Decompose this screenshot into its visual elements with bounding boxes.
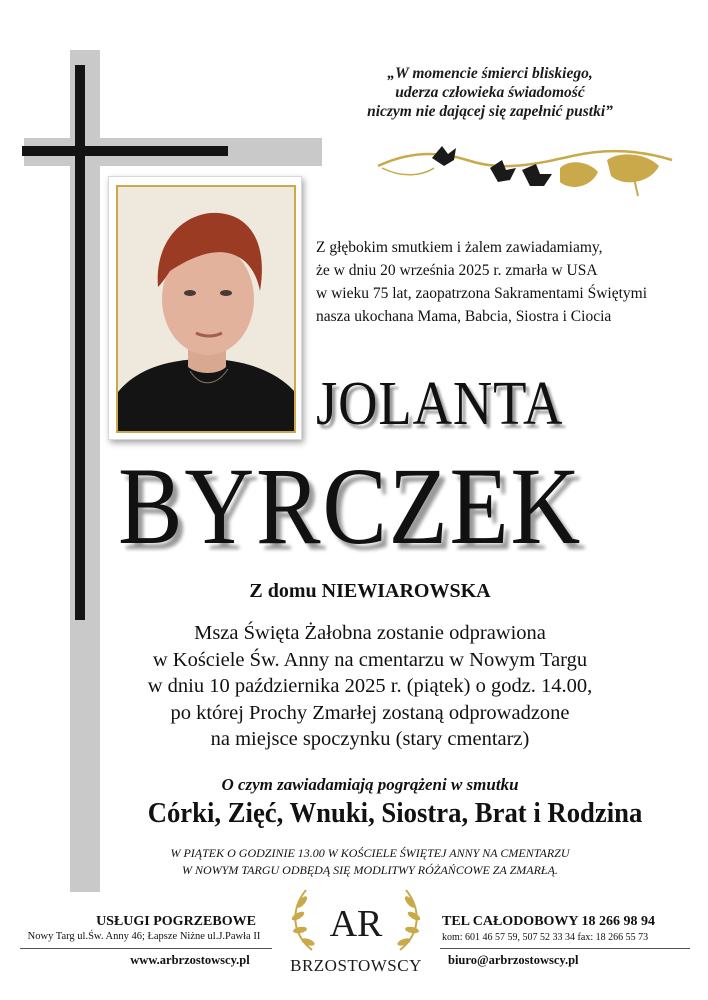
mass-line: na miejsce spoczynku (stary cmentarz) bbox=[210, 728, 530, 750]
quote-line: uderza człowieka świadomość bbox=[395, 84, 585, 101]
announcement-text bbox=[316, 236, 696, 328]
leaf-ornament-icon bbox=[372, 138, 682, 208]
announcement-line: że w dniu 20 września 2025 r. zmarła w USA bbox=[316, 262, 598, 279]
rosary-line: W PIĄTEK O GODZINIE 13.00 W KOŚCIELE ŚWIĘTEJ ANNY NA CMENTARZU bbox=[170, 846, 570, 860]
mass-line: Msza Święta Żałobna zostanie odprawiona bbox=[194, 622, 546, 644]
quote-line: „W momencie śmierci bliskiego, bbox=[387, 65, 593, 82]
epigraph-quote bbox=[300, 64, 680, 121]
phone-24h: TEL CAŁODOBOWY 18 266 98 94 bbox=[442, 914, 656, 929]
announcement-line: nasza ukochana Mama, Babcia, Siostra i Ciocia bbox=[316, 308, 612, 325]
logo-name: BRZOSTOWSCY bbox=[290, 956, 422, 975]
footer-divider-left bbox=[20, 948, 272, 949]
rosary-notice bbox=[80, 845, 660, 879]
funeral-mass-info bbox=[80, 620, 660, 753]
funeral-services-address: Nowy Targ ul.Św. Anny 46; Łapsze Niżne ul.J.Pawła II bbox=[27, 931, 261, 942]
portrait-illustration bbox=[118, 187, 294, 431]
mourners-family: Córki, Zięć, Wnuki, Siostra, Brat i Rodzina bbox=[147, 797, 643, 829]
footer-divider-right bbox=[440, 948, 690, 949]
portrait-photo bbox=[116, 185, 296, 433]
email-link[interactable]: biuro@arbrzostowscy.pl bbox=[448, 953, 579, 967]
mass-line: po której Prochy Zmarłej zostaną odprowadzone bbox=[170, 701, 570, 724]
deceased-last-name: BYRCZEK bbox=[118, 445, 583, 567]
announcement-line: Z głębokim smutkiem i żalem zawiadamiamy, bbox=[316, 239, 603, 256]
announcement-line: w wieku 75 lat, zaopatrzona Sakramentami Świętymi bbox=[316, 285, 648, 302]
mass-line: w Kościele Św. Anny na cmentarzu w Nowym Targu bbox=[152, 648, 588, 671]
funeral-services-title: USŁUGI POGRZEBOWE bbox=[96, 914, 256, 929]
cross-horizontal-bar bbox=[22, 146, 228, 156]
mass-line: w dniu 10 października 2025 r. (piątek) o godz. 14.00, bbox=[147, 675, 593, 697]
website-link[interactable]: www.arbrzostowscy.pl bbox=[130, 953, 250, 967]
phone-numbers: kom: 601 46 57 59, 507 52 33 34 fax: 18 266 55 73 bbox=[442, 932, 649, 943]
rosary-line: W NOWYM TARGU ODBĘDĄ SIĘ MODLITWY RÓŻAŃCOWE ZA ZMARŁĄ. bbox=[182, 863, 558, 877]
quote-line: niczym nie dającej się zapełnić pustki” bbox=[367, 103, 613, 120]
company-logo bbox=[272, 880, 440, 996]
logo-letters: AR bbox=[329, 903, 383, 945]
deceased-first-name: JOLANTA bbox=[316, 370, 564, 438]
maiden-name: Z domu NIEWIAROWSKA bbox=[249, 580, 491, 602]
mourners-intro: O czym zawiadamiają pogrążeni w smutku bbox=[221, 775, 519, 794]
portrait-photo-frame bbox=[108, 176, 302, 440]
